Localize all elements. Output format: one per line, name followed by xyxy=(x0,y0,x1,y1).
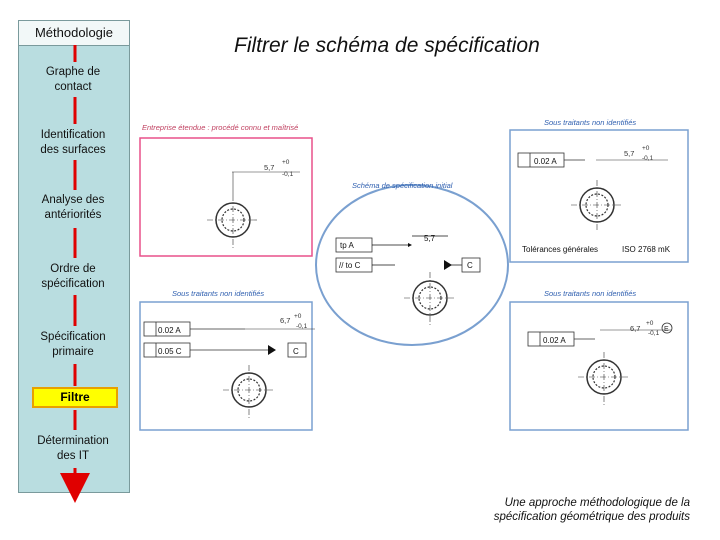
top-right-label: Sous traitants non identifiés xyxy=(544,118,637,127)
step-filtre-highlight: Filtre xyxy=(32,387,118,408)
step-graphe-de-contact: Graphe de contact xyxy=(45,66,101,93)
top-right-general: Tolérances générales xyxy=(522,245,599,254)
center-frame2: // to C xyxy=(339,261,361,270)
top-right-tol-low: -0,1 xyxy=(642,155,654,162)
bottom-left-frame1: 0.02 A xyxy=(158,326,181,335)
bottom-left-tol-up: +0 xyxy=(294,313,302,320)
bottom-right-dim: 6,7 xyxy=(630,324,641,333)
panel-top-right xyxy=(510,118,688,262)
step-analyse-anteriorites: Analyse des antériorités xyxy=(41,194,105,221)
center-label: Schéma de spécification initial xyxy=(352,181,453,190)
top-left-dim: 5,7 xyxy=(264,163,275,172)
bottom-left-datum: C xyxy=(293,347,299,356)
top-left-label: Entreprise étendue : procédé connu et maîtrisé xyxy=(142,123,299,132)
top-left-tol-low: -0,1 xyxy=(282,171,294,178)
caption: Une approche méthodologique de la spécification géométrique des produits xyxy=(493,497,690,523)
bottom-right-tol-up: +0 xyxy=(646,320,654,327)
panel-bottom-left xyxy=(140,289,315,430)
bottom-right-tol-low: -0,1 xyxy=(648,330,660,337)
top-right-dim: 5,7 xyxy=(624,149,635,158)
bottom-left-frame2: 0.05 C xyxy=(158,347,182,356)
panel-center xyxy=(316,181,508,345)
bottom-right-frame: 0.02 A xyxy=(543,336,566,345)
bottom-left-dim: 6,7 xyxy=(280,316,291,325)
bottom-left-label: Sous traitants non identifiés xyxy=(172,289,265,298)
center-datum: C xyxy=(467,261,473,270)
top-left-tol-up: +0 xyxy=(282,159,290,166)
panel-top-left xyxy=(140,123,312,256)
page-title: Filtrer le schéma de spécification xyxy=(234,34,540,57)
bottom-left-tol-low: -0,1 xyxy=(296,323,308,330)
bottom-right-label: Sous traitants non identifiés xyxy=(544,289,637,298)
sidebar-header: Méthodologie xyxy=(19,21,129,46)
panel-bottom-right xyxy=(510,289,688,430)
center-frame1: tp A xyxy=(340,241,354,250)
top-right-frame: 0.02 A xyxy=(534,157,557,166)
bottom-right-envelope: E xyxy=(664,326,669,333)
step-ordre-specification: Ordre de spécification xyxy=(41,263,105,290)
center-dim: 5,7 xyxy=(424,234,436,243)
top-right-iso: ISO 2768 mK xyxy=(622,245,671,254)
step-identification-surfaces: Identification des surfaces xyxy=(40,129,106,156)
step-specification-primaire: Spécification primaire xyxy=(40,331,106,358)
step-determination-it: Détermination des IT xyxy=(37,435,109,462)
top-right-tol-up: +0 xyxy=(642,145,650,152)
